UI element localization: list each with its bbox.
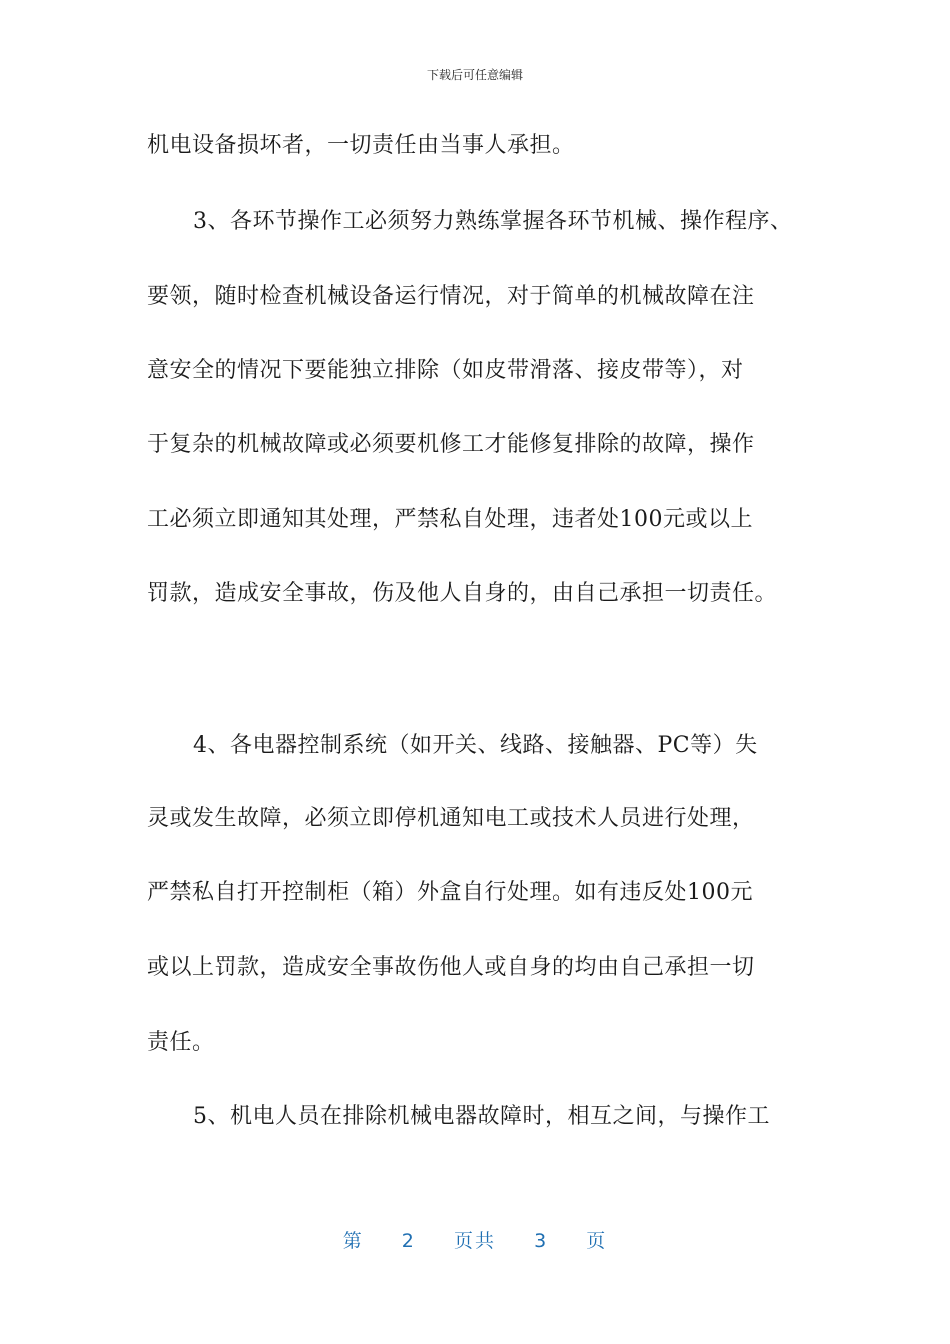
body-line: 于复杂的机械故障或必须要机修工才能修复排除的故障，操作 bbox=[147, 432, 755, 457]
footer-current-page: 2 bbox=[401, 1230, 416, 1252]
body-line: 工必须立即通知其处理，严禁私自处理，违者处100元或以上 bbox=[147, 507, 753, 532]
body-line: 4、各电器控制系统（如开关、线路、接触器、PC等）失 bbox=[193, 733, 758, 758]
body-line: 5、机电人员在排除机械电器故障时，相互之间，与操作工 bbox=[193, 1104, 770, 1129]
body-line: 严禁私自打开控制柜（箱）外盒自行处理。如有违反处100元 bbox=[147, 880, 753, 905]
body-line: 意安全的情况下要能独立排除（如皮带滑落、接皮带等），对 bbox=[147, 358, 744, 383]
body-line: 3、各环节操作工必须努力熟练掌握各环节机械、操作程序、 bbox=[193, 209, 793, 234]
body-line: 或以上罚款，造成安全事故伤他人或自身的均由自己承担一切 bbox=[147, 955, 755, 980]
footer-total-pages: 3 bbox=[534, 1230, 549, 1252]
body-line: 要领，随时检查机械设备运行情况，对于简单的机械故障在注 bbox=[147, 284, 755, 309]
footer-suffix: 页 bbox=[586, 1230, 608, 1252]
footer-middle: 页共 bbox=[453, 1230, 496, 1252]
page-header: 下载后可任意编辑 bbox=[426, 68, 523, 82]
page-footer bbox=[0, 1226, 950, 1253]
body-line: 机电设备损坏者，一切责任由当事人承担。 bbox=[147, 133, 575, 158]
body-line: 责任。 bbox=[147, 1030, 215, 1055]
footer-prefix: 第 bbox=[342, 1230, 364, 1252]
body-line: 罚款，造成安全事故，伤及他人自身的，由自己承担一切责任。 bbox=[147, 581, 778, 606]
body-line: 灵或发生故障，必须立即停机通知电工或技术人员进行处理， bbox=[147, 806, 755, 831]
